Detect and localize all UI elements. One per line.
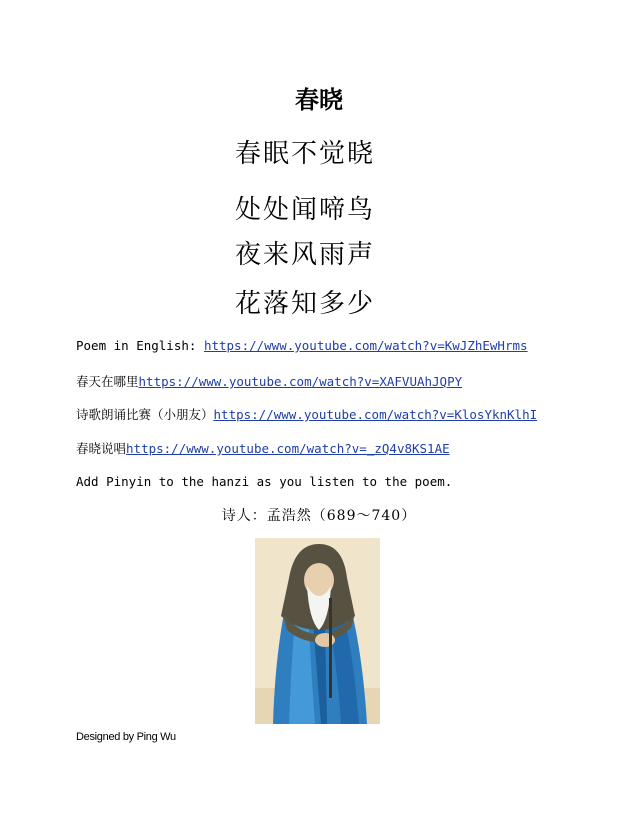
footer-credit: Designed by Ping Wu bbox=[76, 731, 176, 743]
link-row-rap bbox=[76, 439, 450, 457]
poet-portrait bbox=[255, 538, 380, 724]
youtube-link-recitation[interactable]: https://www.youtube.com/watch?v=KlosYknKlhI bbox=[213, 407, 538, 422]
poem-title: 春晓 bbox=[295, 86, 343, 114]
link-row-recitation bbox=[76, 405, 537, 423]
poem-line-1: 春眠不觉晓 bbox=[235, 139, 376, 169]
youtube-link-english[interactable]: https://www.youtube.com/watch?v=KwJZhEwHrms bbox=[203, 338, 528, 353]
link-label-rap: 春晓说唱 bbox=[76, 441, 127, 456]
poem-line-2: 处处闻啼鸟 bbox=[235, 195, 376, 225]
youtube-link-spring[interactable]: https://www.youtube.com/watch?v=XAFVUAhJQPY bbox=[138, 374, 463, 389]
link-label-spring: 春天在哪里 bbox=[76, 374, 139, 389]
link-row-spring bbox=[76, 372, 462, 390]
portrait-illustration bbox=[255, 538, 380, 724]
poet-info: 诗人：孟浩然（689～740） bbox=[221, 508, 417, 524]
link-label-english: Poem in English: bbox=[76, 338, 204, 353]
link-label-recitation: 诗歌朗诵比赛（小朋友） bbox=[76, 407, 214, 422]
instruction-text: Add Pinyin to the hanzi as you listen to the poem. bbox=[76, 474, 453, 489]
youtube-link-rap[interactable]: https://www.youtube.com/watch?v=_zQ4v8KS1AE bbox=[126, 441, 450, 456]
link-row-english bbox=[76, 338, 528, 353]
poem-line-4: 花落知多少 bbox=[235, 289, 376, 319]
poem-line-3: 夜来风雨声 bbox=[235, 240, 376, 270]
